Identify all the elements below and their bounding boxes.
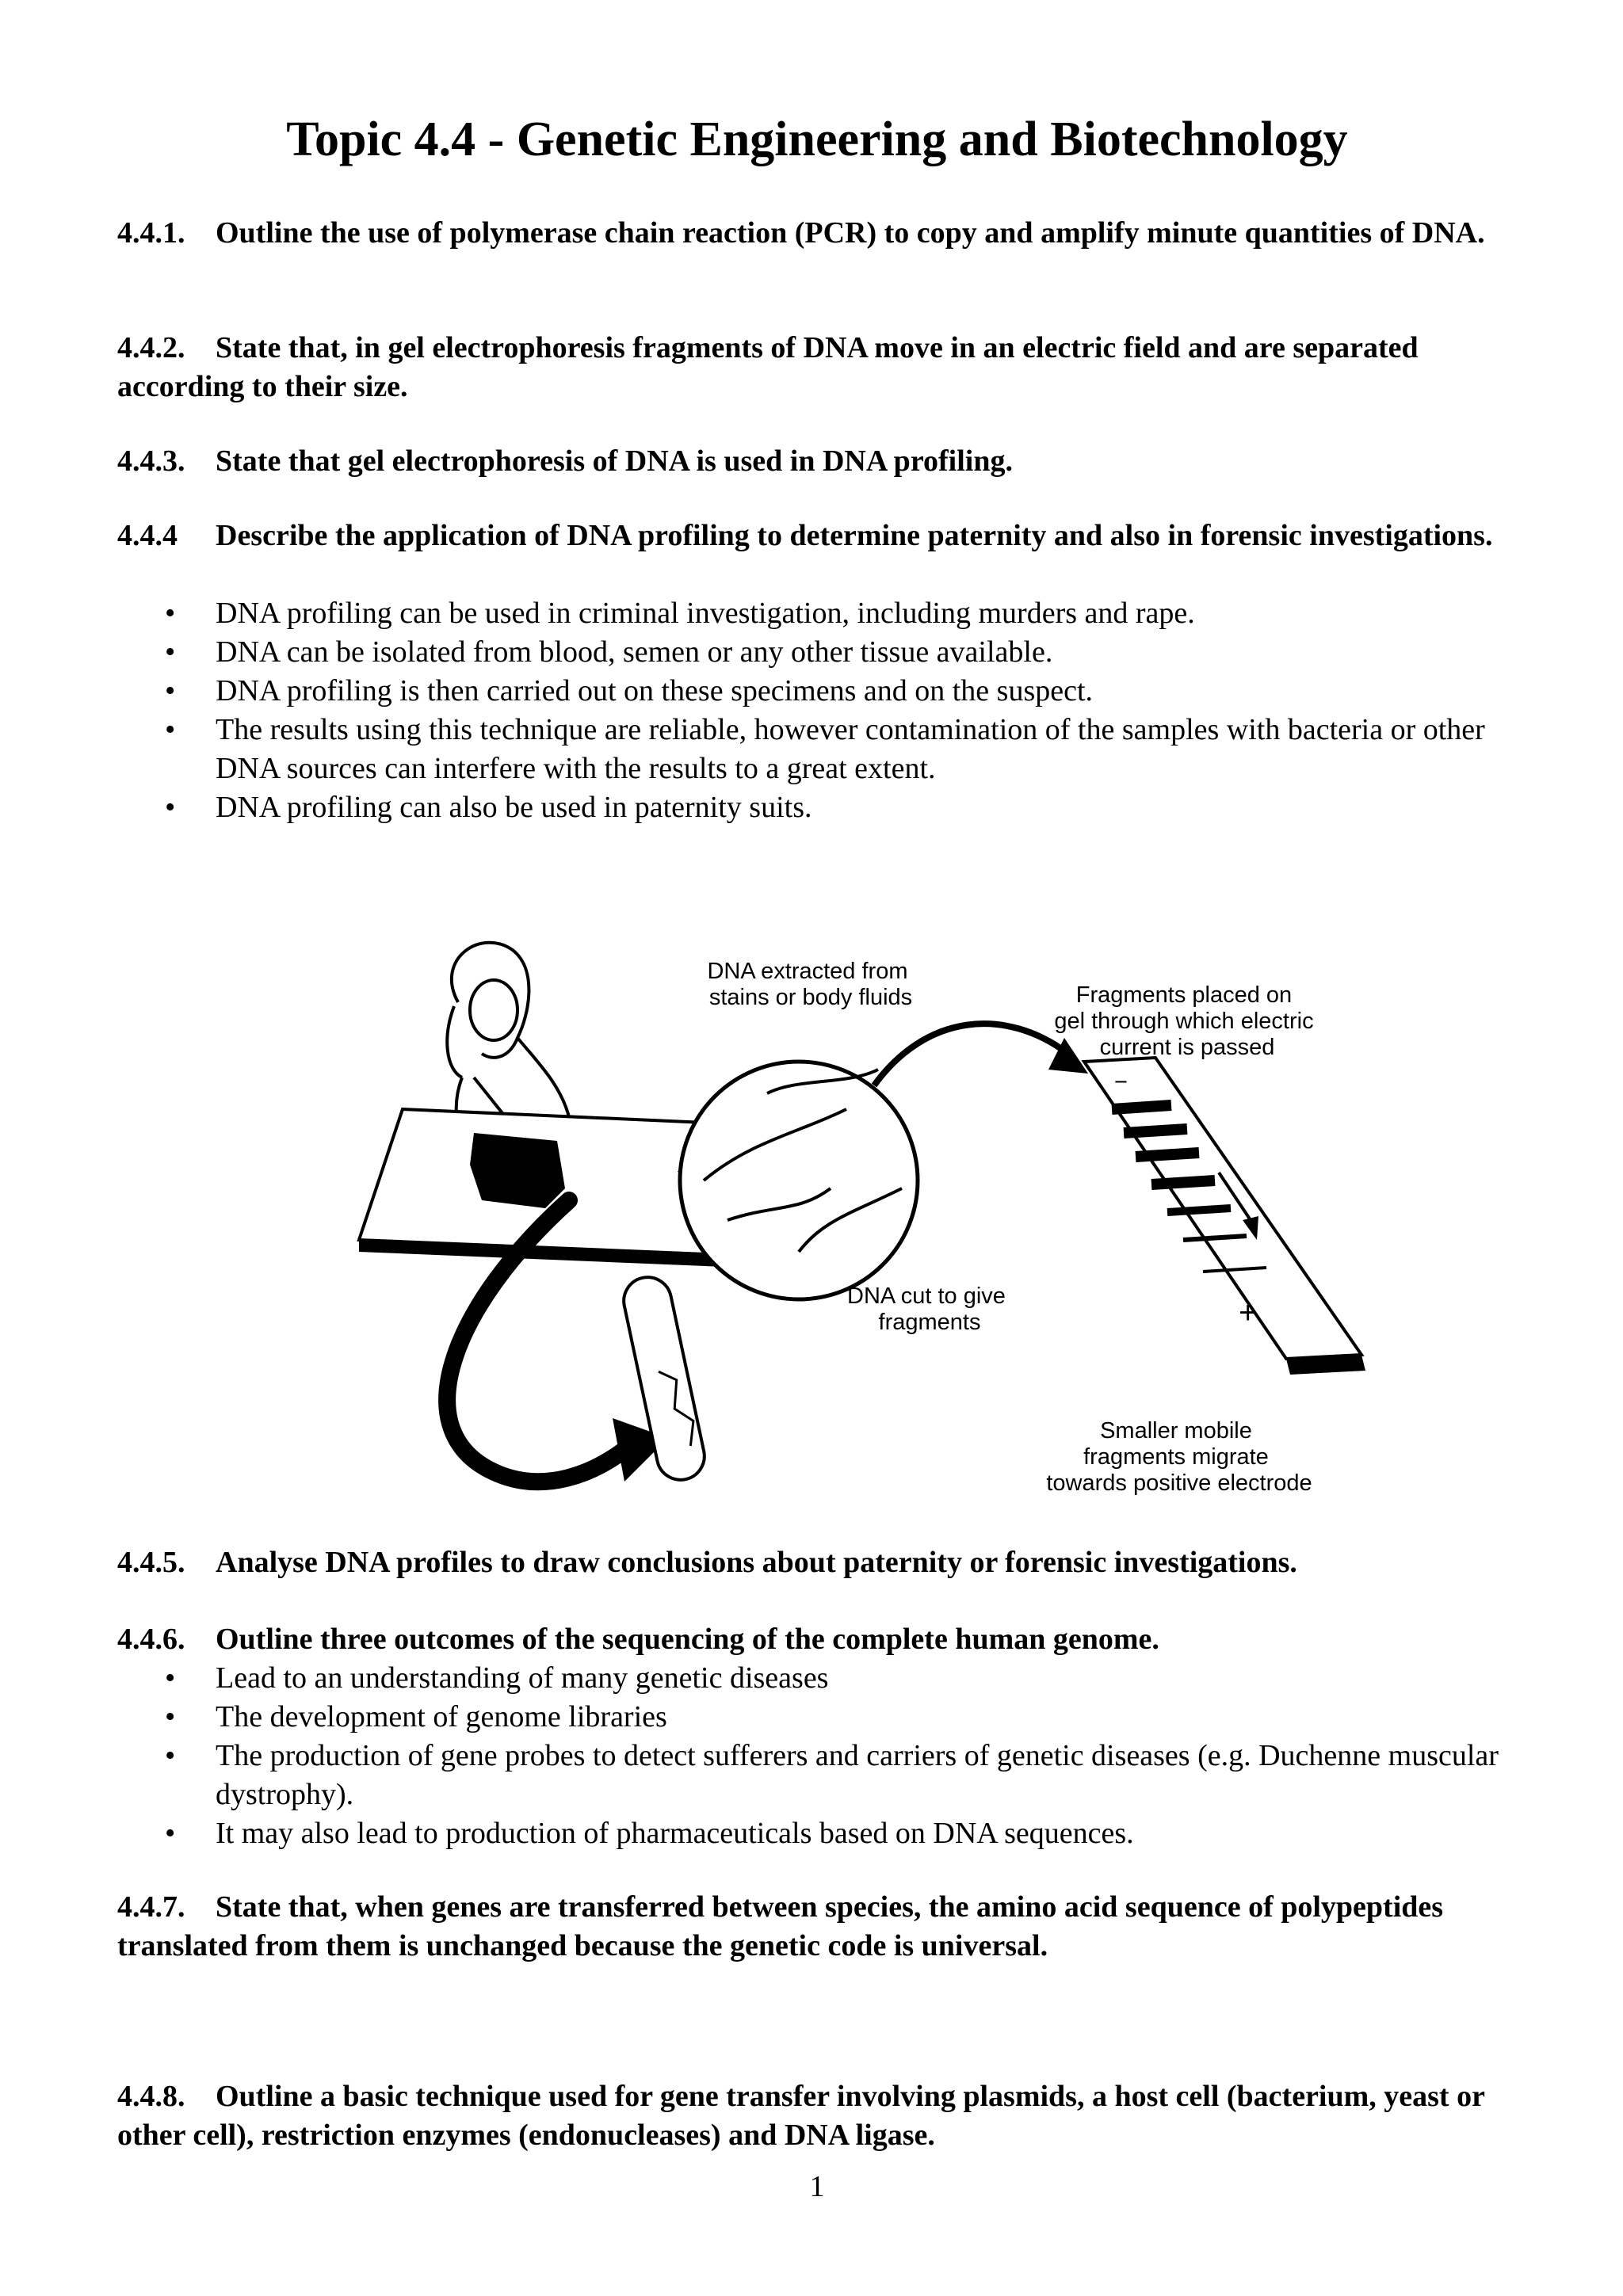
list-item (117, 1737, 1520, 1814)
list-item-text: The development of genome libraries (216, 1700, 667, 1733)
bullet-list-4-4-6 (117, 1659, 1520, 1853)
list-item (117, 1659, 1520, 1698)
gel-plate (1084, 1058, 1365, 1375)
section-text: Analyse DNA profiles to draw conclusions about paternity or forensic investigations. (216, 1546, 1297, 1579)
list-item-text: The production of gene probes to detect sufferers and carriers of genetic diseases (e.g. Duchenne muscular dystrophy). (216, 1739, 1499, 1811)
list-item-text: DNA profiling is then carried out on these specimens and on the suspect. (216, 674, 1094, 707)
section-4-4-4 (117, 517, 1520, 555)
section-text: Outline a basic technique used for gene transfer involving plasmids, a host cell (bacterium, yeast or other cell), restriction enzymes (endonucleases) and DNA ligase. (117, 2080, 1485, 2152)
list-item (117, 594, 1520, 633)
list-item-text: It may also lead to production of pharmaceuticals based on DNA sequences. (216, 1817, 1134, 1850)
label-line: Smaller mobile (1100, 1418, 1252, 1444)
section-text: Outline the use of polymerase chain reaction (PCR) to copy and amplify minute quantities of DNA. (216, 216, 1485, 250)
list-item (117, 633, 1520, 672)
page-title: Topic 4.4 - Genetic Engineering and Biotechnology (286, 113, 1348, 166)
page-number: 1 (809, 2170, 825, 2203)
section-number: 4.4.8. (117, 2080, 185, 2113)
label-line: DNA cut to give (847, 1283, 1006, 1309)
label-dna-cut (847, 1283, 1012, 1335)
label-fragments-placed (1054, 982, 1319, 1060)
bullet-list-4-4-4 (117, 594, 1520, 827)
bullet-dot: • (165, 713, 176, 746)
label-line: gel through which electric (1054, 1009, 1314, 1034)
section-4-4-8 (117, 2077, 1520, 2155)
section-4-4-3 (117, 442, 1520, 481)
section-text: Describe the application of DNA profiling to determine paternity and also in forensic investigations. (216, 519, 1493, 552)
list-item-text: DNA profiling can be used in criminal investigation, including murders and rape. (216, 597, 1195, 630)
bullet-dot: • (165, 1739, 176, 1772)
section-4-4-2 (117, 329, 1520, 406)
list-item (117, 1814, 1520, 1853)
section-text: State that, in gel electrophoresis fragments of DNA move in an electric field and are separated according to their size. (117, 331, 1419, 403)
list-item (117, 1698, 1520, 1737)
bullet-dot: • (165, 597, 176, 630)
list-item-text: Lead to an understanding of many genetic diseases (216, 1661, 829, 1695)
label-line: towards positive electrode (1046, 1470, 1312, 1496)
dna-profiling-figure (355, 927, 1385, 1505)
section-number: 4.4.3. (117, 444, 185, 478)
list-item-text: DNA profiling can also be used in paternity suits. (216, 791, 812, 824)
section-number: 4.4.5. (117, 1546, 185, 1579)
label-line: fragments migrate (1083, 1444, 1269, 1470)
section-text: Outline three outcomes of the sequencing of the complete human genome. (216, 1623, 1159, 1656)
bullet-dot: • (165, 635, 176, 669)
label-line: current is passed (1099, 1035, 1275, 1060)
label-line: DNA extracted from (707, 959, 908, 984)
magnified-dna-circle (680, 1062, 918, 1299)
label-smaller-fragments (1046, 1418, 1312, 1496)
list-item (117, 672, 1520, 711)
section-4-4-5 (117, 1543, 1520, 1582)
list-item (117, 788, 1520, 827)
list-item (117, 711, 1520, 788)
section-number: 4.4.1. (117, 216, 185, 250)
label-line: stains or body fluids (708, 985, 913, 1010)
section-number: 4.4.6. (117, 1623, 185, 1656)
list-item-text: DNA can be isolated from blood, semen or any other tissue available. (216, 635, 1053, 669)
bullet-dot: • (165, 1661, 176, 1695)
bullet-dot: • (165, 791, 176, 824)
label-line: fragments (878, 1310, 981, 1335)
section-number: 4.4.2. (117, 331, 185, 364)
dna-profiling-illustration (355, 927, 1385, 1505)
section-4-4-7 (117, 1888, 1520, 1966)
plus-sign: + (1239, 1295, 1258, 1330)
bullet-dot: • (165, 674, 176, 707)
list-item-text: The results using this technique are reliable, however contamination of the samples with bacteria or other DNA sources can interfere with the results to a great extent. (216, 713, 1485, 785)
minus-sign: − (1114, 1070, 1128, 1095)
section-text: State that, when genes are transferred between species, the amino acid sequence of polypeptides translated from them is unchanged because the genetic code is universal. (117, 1890, 1444, 1962)
curved-arrow-to-gel (874, 1024, 1068, 1085)
section-number: 4.4.7. (117, 1890, 185, 1924)
label-dna-extracted (707, 959, 914, 1010)
section-4-4-6 (117, 1620, 1520, 1659)
section-4-4-1 (117, 214, 1520, 253)
label-line: Fragments placed on (1075, 982, 1293, 1008)
bullet-dot: • (165, 1817, 176, 1850)
section-text: State that gel electrophoresis of DNA is used in DNA profiling. (216, 444, 1013, 478)
bullet-dot: • (165, 1700, 176, 1733)
section-number: 4.4.4 (117, 519, 178, 552)
